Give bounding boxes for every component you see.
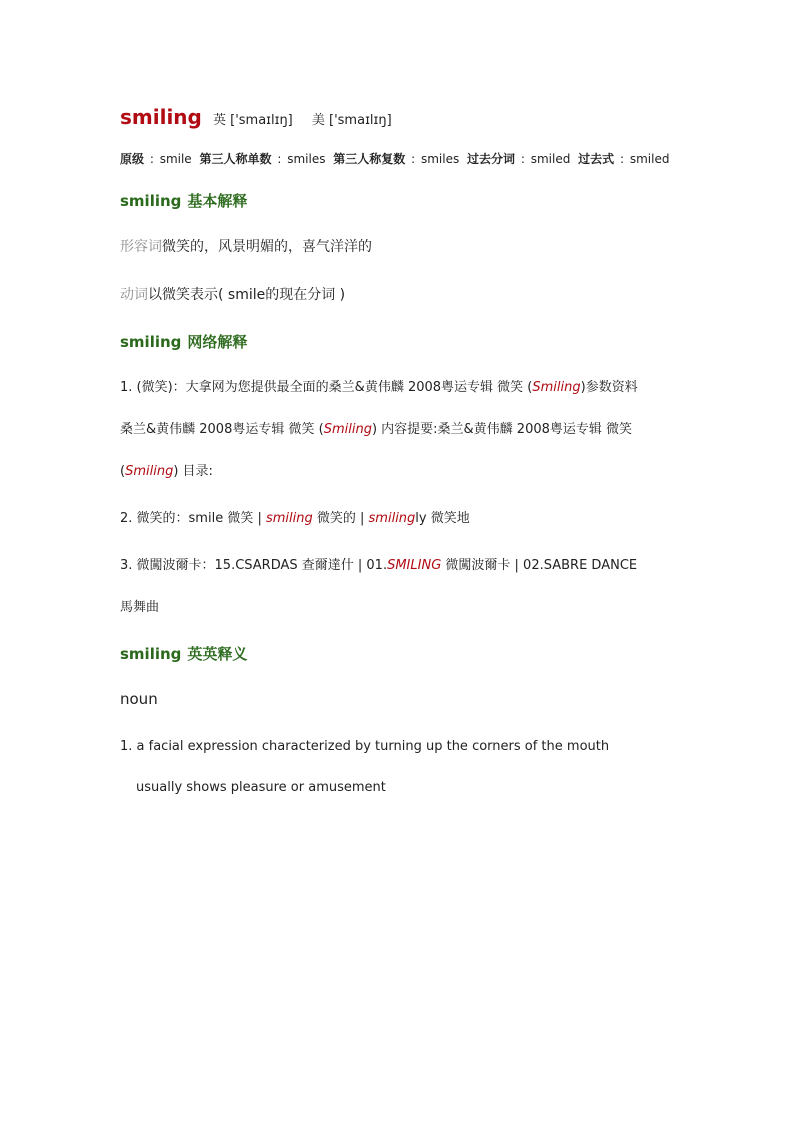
part-of-speech: 动词 [120, 287, 148, 303]
basic-definition: 形容词微笑的，风景明媚的，喜气洋洋的 [120, 239, 372, 255]
part-of-speech: 形容词 [120, 239, 162, 255]
us-pronunciation: 美 ['smaɪlɪŋ] [311, 113, 392, 128]
english-definition-note: usually shows pleasure or amusement [136, 780, 386, 795]
basic-section-title: smiling 基本解释 [120, 192, 248, 210]
headword-line [120, 105, 392, 129]
web-definition-2: 2. 微笑的：smile 微笑 | smiling 微笑的 | smilingly 微笑地 [120, 511, 470, 526]
basic-definition: 动词以微笑表示( smile的现在分词 ) [120, 287, 346, 303]
word-form: 过去式 : smiled [578, 152, 670, 166]
word-forms [120, 150, 673, 167]
english-definition: 1. a facial expression characterized by turning up the corners of the mouth [120, 739, 610, 754]
web-section-title: smiling 网络解释 [120, 333, 248, 351]
uk-pronunciation: 英 ['smaɪlɪŋ] [212, 113, 293, 128]
web-definition-3: 3. 微闖波爾卡：15.CSARDAS 查爾達什 | 01.SMILING 微闖波爾卡 | 02.SABRE DANCE 馬舞曲 [120, 558, 638, 615]
word-form: 第三人称单数 : smiles [199, 152, 326, 166]
word-form: 过去分词 : smiled [467, 152, 571, 166]
headword: smiling [120, 105, 202, 129]
enen-section-title: smiling 英英释义 [120, 645, 248, 663]
word-form: 原级 : smile [120, 152, 192, 166]
word-form: 第三人称复数 : smiles [333, 152, 460, 166]
part-of-speech-noun: noun [120, 690, 158, 708]
web-definition-1: 1. (微笑)：大拿网为您提供最全面的桑兰&黄伟麟 2008粤运专辑 微笑 (Smiling)参数资料 桑兰&黄伟麟 2008粤运专辑 微笑 (Smiling) 内容提要:桑兰&黄伟麟 2008粤运专辑 微笑 (Smiling) 目录: [120, 380, 638, 479]
